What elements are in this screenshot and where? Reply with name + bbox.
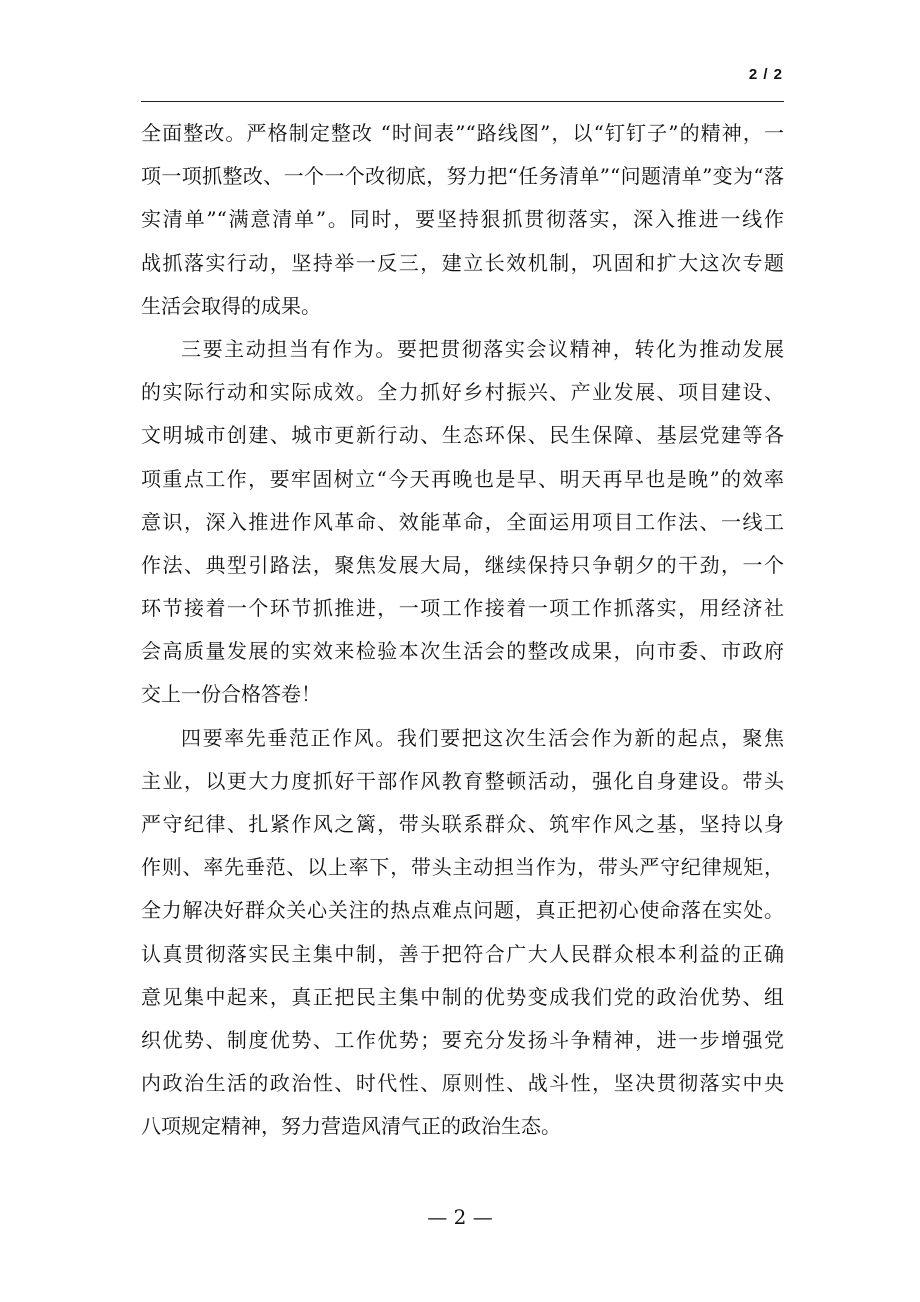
- text-line: 八项规定精神，努力营造风清气正的政治生态。: [141, 1114, 561, 1139]
- text-line: 实清单”“满意清单”。同时，要坚持狠抓贯彻落实，深入推进一线作: [141, 207, 784, 232]
- paragraph-start-line: 三要主动担当有作为。要把贯彻落实会议精神，转化为推动发展: [181, 336, 784, 361]
- document-body: [141, 112, 784, 1149]
- footer-page-number: — 2 —: [427, 1205, 493, 1229]
- text-line: 文明城市创建、城市更新行动、生态环保、民生保障、基层党建等各: [141, 423, 784, 448]
- text-line: 的实际行动和实际成效。全力抓好乡村振兴、产业发展、项目建设、: [141, 380, 784, 405]
- text-line: 意识，深入推进作风革命、效能革命，全面运用项目工作法、一线工: [141, 509, 784, 534]
- header-page-indicator: 2 / 2: [748, 66, 783, 83]
- text-line: 生活会取得的成果。: [141, 293, 321, 318]
- text-line: 作法、典型引路法，聚焦发展大局，继续保持只争朝夕的干劲，一个: [141, 552, 784, 577]
- text-line: 会高质量发展的实效来检验本次生活会的整改成果，向市委、市政府: [141, 639, 784, 664]
- text-line: 全力解决好群众关心关注的热点难点问题，真正把初心使命落在实处。: [141, 898, 784, 923]
- text-line: 战抓落实行动，坚持举一反三，建立长效机制，巩固和扩大这次专题: [141, 250, 784, 275]
- text-line: 严守纪律、扎紧作风之篱，带头联系群众、筑牢作风之基，坚持以身: [141, 812, 784, 836]
- text-line: 主业，以更大力度抓好干部作风教育整顿活动，强化自身建设。带头: [141, 768, 784, 793]
- text-line: 作则、率先垂范、以上率下，带头主动担当作为，带头严守纪律规矩，: [141, 855, 784, 880]
- text-line: 织优势、制度优势、工作优势；要充分发扬斗争精神，进一步增强党: [141, 1027, 784, 1052]
- text-line: 交上一份合格答卷！: [141, 682, 321, 707]
- text-line: 认真贯彻落实民主集中制，善于把符合广大人民群众根本利益的正确: [141, 941, 784, 966]
- header-divider: [141, 101, 784, 102]
- text-line: 内政治生活的政治性、时代性、原则性、战斗性，坚决贯彻落实中央: [141, 1071, 784, 1096]
- text-line: 项重点工作，要牢固树立“今天再晚也是早、明天再早也是晚”的效率: [141, 466, 784, 491]
- text-line: 意见集中起来，真正把民主集中制的优势变成我们党的政治优势、组: [141, 984, 784, 1009]
- text-line: 项一项抓整改、一个一个改彻底，努力把“任务清单”“问题清单”变为“落: [141, 164, 784, 189]
- paragraph-start-line: 四要率先垂范正作风。我们要把这次生活会作为新的起点，聚焦: [181, 725, 784, 750]
- text-line: 全面整改。严格制定整改 “时间表”“路线图”，以“钉钉子”的精神，一: [141, 121, 784, 145]
- text-line: 环节接着一个环节抓推进，一项工作接着一项工作抓落实，用经济社: [141, 596, 784, 621]
